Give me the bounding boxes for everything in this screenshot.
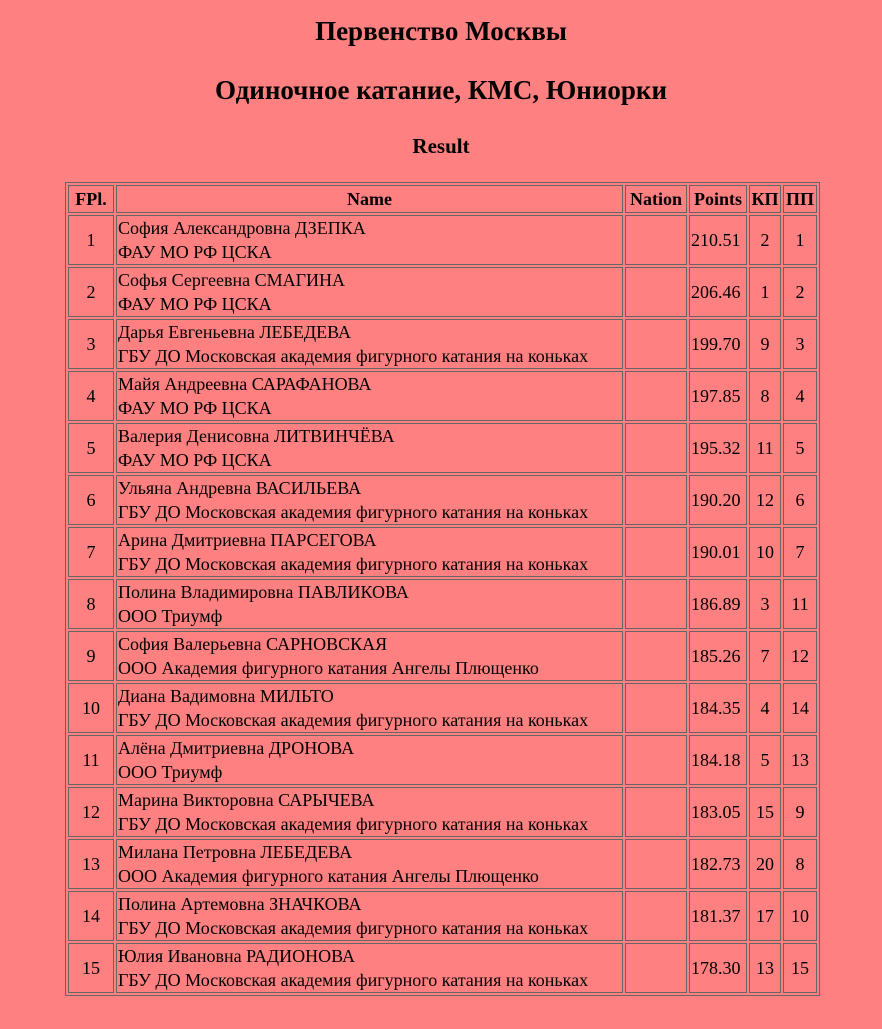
- cell-nation: [625, 319, 687, 369]
- skater-name: Милана Петровна ЛЕБЕДЕВА: [118, 842, 353, 862]
- cell-pp: 1: [783, 215, 817, 265]
- cell-place: 15: [68, 943, 114, 993]
- cell-name: [116, 787, 623, 837]
- cell-kp: 8: [749, 371, 781, 421]
- cell-nation: [625, 371, 687, 421]
- column-header-kp: КП: [749, 185, 781, 213]
- cell-kp: 13: [749, 943, 781, 993]
- skater-club: ФАУ МО РФ ЦСКА: [118, 398, 272, 418]
- cell-place: 4: [68, 371, 114, 421]
- table-row: [68, 683, 817, 733]
- column-header-points: Points: [689, 185, 747, 213]
- cell-pp: 10: [783, 891, 817, 941]
- cell-place: 6: [68, 475, 114, 525]
- table-row: [68, 891, 817, 941]
- skater-name: Ульяна Андревна ВАСИЛЬЕВА: [118, 478, 362, 498]
- cell-pp: 11: [783, 579, 817, 629]
- cell-place: 1: [68, 215, 114, 265]
- cell-name: [116, 527, 623, 577]
- cell-points: 185.26: [689, 631, 747, 681]
- cell-points: 206.46: [689, 267, 747, 317]
- table-row: [68, 267, 817, 317]
- table-row: [68, 631, 817, 681]
- table-row: [68, 579, 817, 629]
- cell-pp: 2: [783, 267, 817, 317]
- table-row: [68, 527, 817, 577]
- cell-place: 9: [68, 631, 114, 681]
- page-title: Первенство Москвы: [315, 16, 567, 46]
- section-title: Result: [412, 134, 470, 158]
- page-subtitle: Одиночное катание, КМС, Юниорки: [214, 75, 668, 105]
- cell-name: [116, 319, 623, 369]
- skater-name: Марина Викторовна САРЫЧЕВА: [118, 790, 375, 810]
- cell-name: [116, 267, 623, 317]
- cell-name: [116, 579, 623, 629]
- cell-points: 186.89: [689, 579, 747, 629]
- table-row: [68, 215, 817, 265]
- cell-points: 195.32: [689, 423, 747, 473]
- cell-points: 210.51: [689, 215, 747, 265]
- cell-place: 10: [68, 683, 114, 733]
- cell-pp: 6: [783, 475, 817, 525]
- skater-name: София Валерьевна САРНОВСКАЯ: [118, 634, 388, 654]
- cell-points: 190.01: [689, 527, 747, 577]
- cell-points: 199.70: [689, 319, 747, 369]
- cell-nation: [625, 267, 687, 317]
- cell-kp: 2: [749, 215, 781, 265]
- cell-nation: [625, 891, 687, 941]
- table-row: [68, 735, 817, 785]
- cell-name: [116, 891, 623, 941]
- cell-kp: 4: [749, 683, 781, 733]
- table-row: [68, 319, 817, 369]
- column-header-pp: ПП: [783, 185, 817, 213]
- cell-nation: [625, 215, 687, 265]
- cell-nation: [625, 787, 687, 837]
- table-row: [68, 839, 817, 889]
- cell-name: [116, 423, 623, 473]
- cell-place: 11: [68, 735, 114, 785]
- cell-nation: [625, 683, 687, 733]
- cell-kp: 9: [749, 319, 781, 369]
- skater-name: Валерия Денисовна ЛИТВИНЧЁВА: [118, 426, 395, 446]
- cell-nation: [625, 839, 687, 889]
- skater-name: Майя Андреевна САРАФАНОВА: [118, 374, 372, 394]
- cell-points: 178.30: [689, 943, 747, 993]
- table-row: [68, 371, 817, 421]
- skater-name: София Александровна ДЗЕПКА: [118, 218, 366, 238]
- cell-name: [116, 735, 623, 785]
- cell-name: [116, 839, 623, 889]
- skater-club: ФАУ МО РФ ЦСКА: [118, 294, 272, 314]
- cell-kp: 5: [749, 735, 781, 785]
- skater-club: ООО Триумф: [118, 606, 223, 626]
- cell-nation: [625, 527, 687, 577]
- cell-points: 182.73: [689, 839, 747, 889]
- cell-place: 12: [68, 787, 114, 837]
- cell-name: [116, 631, 623, 681]
- cell-kp: 10: [749, 527, 781, 577]
- skater-name: Диана Вадимовна МИЛЬТО: [118, 686, 334, 706]
- table-row: [68, 423, 817, 473]
- cell-kp: 20: [749, 839, 781, 889]
- skater-club: ООО Триумф: [118, 762, 223, 782]
- cell-pp: 13: [783, 735, 817, 785]
- cell-pp: 7: [783, 527, 817, 577]
- cell-points: 184.18: [689, 735, 747, 785]
- cell-pp: 4: [783, 371, 817, 421]
- cell-name: [116, 683, 623, 733]
- cell-place: 2: [68, 267, 114, 317]
- cell-nation: [625, 475, 687, 525]
- table-row: [68, 943, 817, 993]
- cell-name: [116, 943, 623, 993]
- skater-name: Дарья Евгеньевна ЛЕБЕДЕВА: [118, 322, 352, 342]
- cell-place: 14: [68, 891, 114, 941]
- cell-points: 197.85: [689, 371, 747, 421]
- cell-kp: 12: [749, 475, 781, 525]
- skater-club: ГБУ ДО Московская академия фигурного катания на коньках: [118, 814, 589, 834]
- skater-club: ООО Академия фигурного катания Ангелы Плющенко: [118, 658, 539, 678]
- cell-pp: 8: [783, 839, 817, 889]
- column-header-place: FPl.: [68, 185, 114, 213]
- cell-points: 183.05: [689, 787, 747, 837]
- skater-club: ФАУ МО РФ ЦСКА: [118, 242, 272, 262]
- cell-name: [116, 371, 623, 421]
- cell-points: 181.37: [689, 891, 747, 941]
- cell-points: 190.20: [689, 475, 747, 525]
- column-header-name: Name: [116, 185, 623, 213]
- table-row: [68, 475, 817, 525]
- results-table: [65, 182, 820, 996]
- column-header-nation: Nation: [625, 185, 687, 213]
- cell-kp: 11: [749, 423, 781, 473]
- skater-club: ГБУ ДО Московская академия фигурного катания на коньках: [118, 346, 589, 366]
- cell-nation: [625, 423, 687, 473]
- cell-nation: [625, 943, 687, 993]
- skater-club: ГБУ ДО Московская академия фигурного катания на коньках: [118, 970, 589, 990]
- skater-name: Полина Владимировна ПАВЛИКОВА: [118, 582, 409, 602]
- skater-club: ФАУ МО РФ ЦСКА: [118, 450, 272, 470]
- cell-place: 13: [68, 839, 114, 889]
- cell-nation: [625, 631, 687, 681]
- skater-club: ГБУ ДО Московская академия фигурного катания на коньках: [118, 554, 589, 574]
- cell-kp: 15: [749, 787, 781, 837]
- cell-place: 3: [68, 319, 114, 369]
- cell-kp: 1: [749, 267, 781, 317]
- cell-name: [116, 475, 623, 525]
- cell-pp: 9: [783, 787, 817, 837]
- skater-club: ГБУ ДО Московская академия фигурного катания на коньках: [118, 502, 589, 522]
- cell-place: 5: [68, 423, 114, 473]
- skater-name: Алёна Дмитриевна ДРОНОВА: [118, 738, 355, 758]
- cell-place: 8: [68, 579, 114, 629]
- cell-pp: 14: [783, 683, 817, 733]
- cell-place: 7: [68, 527, 114, 577]
- skater-name: Юлия Ивановна РАДИОНОВА: [118, 946, 356, 966]
- cell-name: [116, 215, 623, 265]
- cell-kp: 17: [749, 891, 781, 941]
- cell-pp: 3: [783, 319, 817, 369]
- cell-nation: [625, 579, 687, 629]
- skater-name: Арина Дмитриевна ПАРСЕГОВА: [118, 530, 377, 550]
- table-row: [68, 787, 817, 837]
- table-header-row: [68, 185, 817, 213]
- cell-pp: 15: [783, 943, 817, 993]
- cell-pp: 5: [783, 423, 817, 473]
- cell-nation: [625, 735, 687, 785]
- skater-name: Полина Артемовна ЗНАЧКОВА: [118, 894, 362, 914]
- skater-club: ГБУ ДО Московская академия фигурного катания на коньках: [118, 710, 589, 730]
- skater-club: ООО Академия фигурного катания Ангелы Плющенко: [118, 866, 539, 886]
- cell-kp: 3: [749, 579, 781, 629]
- cell-points: 184.35: [689, 683, 747, 733]
- results-body: [68, 215, 817, 993]
- skater-name: Софья Сергеевна СМАГИНА: [118, 270, 346, 290]
- cell-pp: 12: [783, 631, 817, 681]
- skater-club: ГБУ ДО Московская академия фигурного катания на коньках: [118, 918, 589, 938]
- cell-kp: 7: [749, 631, 781, 681]
